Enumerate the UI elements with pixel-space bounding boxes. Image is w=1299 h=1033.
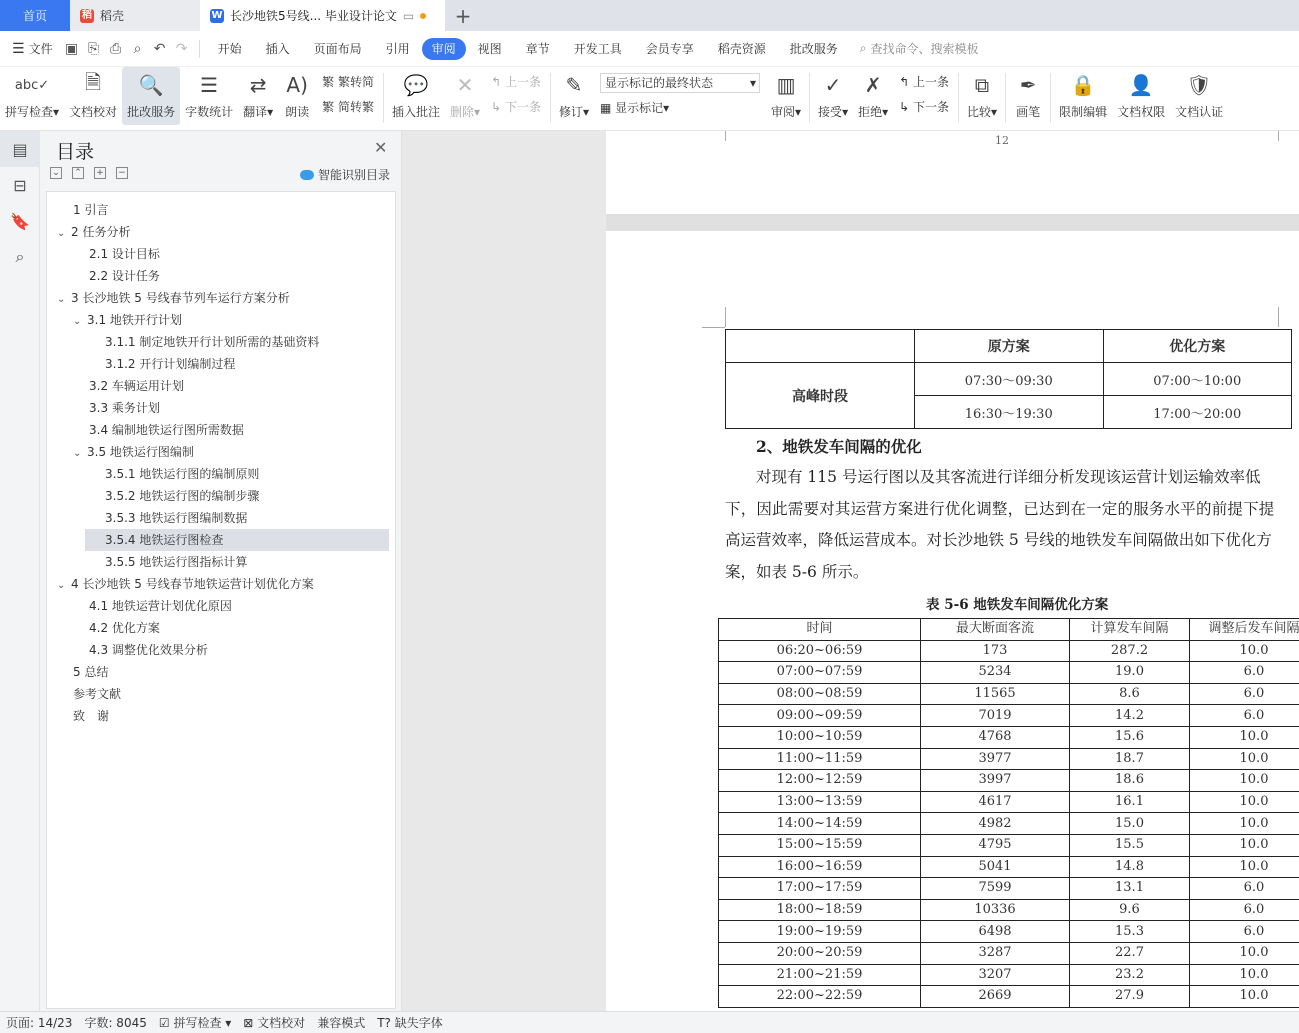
toc-item[interactable] — [89, 331, 319, 353]
t2-cell: 16:00~16:59 — [719, 856, 921, 878]
t1-header-original: 原方案 — [915, 330, 1104, 363]
page-indicator[interactable]: 页面: 14/23 — [6, 1016, 73, 1030]
page-number: 12 — [995, 134, 1009, 147]
table-row — [719, 640, 1299, 662]
menu-bar — [0, 31, 1299, 67]
toc-item[interactable] — [57, 199, 108, 221]
t2-cell: 3287 — [921, 942, 1070, 964]
smart-toc-label: 智能识别目录 — [318, 168, 391, 182]
lock-icon: 🔒 — [1070, 73, 1096, 97]
t2-cell: 12:00~12:59 — [719, 770, 921, 792]
t2-cell: 15.5 — [1070, 834, 1190, 856]
compare-button[interactable]: ⧉ 比较▾ — [967, 73, 998, 119]
t2-cell: 15:00~15:59 — [719, 834, 921, 856]
translate-button[interactable]: ⇄ 翻译▾ — [243, 73, 274, 119]
t1-cell: 16:30～19:30 — [915, 396, 1104, 429]
track-changes-icon: ✎ — [565, 73, 583, 97]
table-row — [719, 791, 1299, 813]
toc-item-label: 3.5.3 地铁运行图编制数据 — [105, 511, 248, 525]
tab-bar — [0, 0, 1299, 31]
translate-label: 翻译 — [243, 105, 268, 119]
t2-cell: 08:00~08:59 — [719, 683, 921, 705]
t2-cell: 3997 — [921, 770, 1070, 792]
next-comment-label: 下一条 — [504, 100, 541, 114]
t2-cell: 4795 — [921, 834, 1070, 856]
t2-cell: 11565 — [921, 683, 1070, 705]
table-row — [719, 834, 1299, 856]
toc-item[interactable] — [57, 573, 314, 595]
reject-label: 拒绝 — [858, 105, 883, 119]
read-aloud-button[interactable] — [278, 67, 316, 125]
table-row — [719, 726, 1299, 748]
tab-home[interactable] — [0, 0, 70, 31]
document-gutter — [402, 131, 606, 1011]
t2-cell: 16.1 — [1070, 791, 1190, 813]
expand-all-icon[interactable]: ⌄ — [50, 167, 62, 179]
unsaved-dot-icon — [420, 13, 426, 19]
margin-guide — [702, 327, 725, 328]
t2-cell: 15.0 — [1070, 813, 1190, 835]
toc-panel-icon[interactable]: ▤ — [0, 131, 40, 167]
delete-comment-label: 删除 — [450, 105, 475, 119]
track-changes-button[interactable]: ✎ 修订▾ — [558, 73, 589, 119]
t2-cell: 4982 — [921, 813, 1070, 835]
toc-item-label: 4 长沙地铁 5 号线春节地铁运营计划优化方案 — [71, 577, 314, 591]
peak-hours-table — [725, 329, 1292, 429]
translate-icon: ⇄ — [249, 73, 267, 97]
toc-item[interactable] — [73, 617, 160, 639]
toc-item[interactable] — [73, 309, 182, 331]
permission-icon: 👤 — [1128, 73, 1154, 97]
t2-cell: 10.0 — [1190, 942, 1299, 964]
command-search[interactable] — [860, 40, 979, 57]
section-heading: 2、地铁发车间隔的优化 — [756, 437, 922, 456]
t2-cell: 21:00~21:59 — [719, 964, 921, 986]
t2-cell: 8.6 — [1070, 683, 1190, 705]
next-change-label: 下一条 — [913, 100, 950, 114]
t2-cell: 4768 — [921, 726, 1070, 748]
table-row — [719, 878, 1299, 900]
undo-icon[interactable]: ↶ — [153, 40, 166, 57]
menu-item-2[interactable]: 页面布局 — [313, 41, 362, 56]
pen-button[interactable] — [1009, 67, 1047, 125]
menu-item-0[interactable]: 开始 — [217, 41, 242, 56]
review-pane-button[interactable]: ▥ 审阅▾ — [771, 73, 802, 119]
prev-comment-button[interactable]: ↰ 上一条 — [491, 75, 541, 89]
print-preview-icon[interactable]: ⌕ — [133, 40, 142, 57]
track-changes-label: 修订 — [558, 105, 583, 119]
delete-comment-button[interactable]: ✕ 删除▾ — [450, 73, 481, 119]
toc-item-label: 3.5.5 地铁运行图指标计算 — [105, 555, 248, 569]
remove-item-icon[interactable]: − — [116, 167, 128, 179]
t2-cell: 4617 — [921, 791, 1070, 813]
accept-label: 接受 — [818, 105, 843, 119]
review-service-label: 批改服务 — [127, 105, 176, 119]
certificate-icon: 🛡 — [1186, 73, 1212, 97]
missing-font-status[interactable]: T? 缺失字体 — [377, 1016, 443, 1030]
table-row — [719, 986, 1299, 1008]
toc-item-label: 致 谢 — [73, 709, 110, 723]
t2-cell: 10.0 — [1190, 748, 1299, 770]
toc-item-label: 3.5.2 地铁运行图的编制步骤 — [105, 489, 260, 503]
t2-header: 最大断面客流 — [921, 619, 1070, 641]
chevron-down-icon[interactable]: ⌄ — [73, 448, 82, 459]
trad-label: 繁转简 — [337, 75, 374, 89]
chapter-nav-icon[interactable]: ⊟ — [13, 175, 27, 195]
t2-cell: 3207 — [921, 964, 1070, 986]
toc-item-label: 3.2 车辆运用计划 — [89, 379, 184, 393]
hamburger-icon: ☰ — [12, 40, 25, 57]
navigation-strip — [0, 131, 40, 1011]
comment-icon: 💬 — [403, 73, 429, 97]
t2-cell: 19.0 — [1070, 662, 1190, 684]
tab-home-label: 首页 — [22, 9, 47, 23]
spell-check-status-label: 拼写检查 — [173, 1016, 222, 1030]
t2-cell: 3977 — [921, 748, 1070, 770]
t2-cell: 9.6 — [1070, 899, 1190, 921]
show-markup-button[interactable]: ▦ 显示标记▾ — [600, 101, 670, 115]
t2-cell: 11:00~11:59 — [719, 748, 921, 770]
t2-cell: 14:00~14:59 — [719, 813, 921, 835]
insert-comment-button[interactable] — [387, 67, 445, 125]
t2-cell: 14.8 — [1070, 856, 1190, 878]
prev-change-label: 上一条 — [913, 75, 950, 89]
table-row — [719, 942, 1299, 964]
word-count-button[interactable] — [180, 67, 238, 125]
table-row — [719, 705, 1299, 727]
toc-item[interactable] — [73, 243, 160, 265]
menu-item-6[interactable]: 章节 — [525, 41, 550, 56]
toc-item-label: 4.1 地铁运营计划优化原因 — [89, 599, 232, 613]
word-count-icon: ☰ — [200, 73, 219, 97]
t2-cell: 07:00~07:59 — [719, 662, 921, 684]
markup-state-select[interactable]: 显示标记的最终状态 ▾ — [600, 73, 760, 93]
toc-item[interactable] — [73, 397, 160, 419]
status-bar — [0, 1011, 1299, 1033]
table-row — [719, 899, 1299, 921]
toc-panel — [40, 131, 402, 1011]
t2-cell: 5234 — [921, 662, 1070, 684]
t1-cell: 07:30～09:30 — [915, 363, 1104, 396]
toc-item[interactable] — [73, 595, 232, 617]
toc-item[interactable] — [57, 705, 109, 727]
print-icon[interactable]: ⎙ — [109, 40, 122, 57]
t2-cell: 287.2 — [1070, 640, 1190, 662]
toc-item-label: 2.1 设计目标 — [89, 247, 160, 261]
compare-icon: ⧉ — [974, 73, 990, 97]
para-line: 高运营效率，降低运营成本。对长沙地铁 5 号线的地铁发车间隔做出如下优化方 — [725, 531, 1272, 549]
table-row — [719, 748, 1299, 770]
review-pane-icon: ▥ — [776, 73, 796, 97]
t2-cell: 6.0 — [1190, 878, 1299, 900]
margin-guide — [725, 131, 726, 141]
daoke-logo-icon: 稻 — [82, 9, 92, 21]
toc-item-label: 3.3 乘务计划 — [89, 401, 160, 415]
tab-daoke[interactable] — [70, 0, 200, 31]
para-line: 下，因此需要对其运营方案进行优化调整，已达到在一定的服务水平的前提下提 — [725, 499, 1275, 518]
table-row — [719, 770, 1299, 792]
chevron-down-icon[interactable]: ⌄ — [73, 316, 82, 327]
toc-item[interactable] — [89, 485, 259, 507]
file-menu[interactable] — [0, 40, 61, 57]
margin-guide — [1278, 307, 1279, 327]
menu-item-9[interactable]: 稻壳资源 — [717, 41, 766, 56]
toc-item-label: 3.5 地铁运行图编制 — [87, 445, 194, 459]
headway-table — [718, 618, 1299, 1008]
t2-cell: 6.0 — [1190, 705, 1299, 727]
table-row — [719, 856, 1299, 878]
spell-check-icon: abc✓ — [14, 77, 50, 93]
toc-item-label: 2 任务分析 — [71, 225, 131, 239]
search-icon: ⌕ — [859, 41, 867, 55]
t2-cell: 23.2 — [1070, 964, 1190, 986]
menu-item-10[interactable]: 批改服务 — [789, 41, 838, 56]
word-count-label: 字数统计 — [185, 105, 234, 119]
document-page[interactable] — [606, 131, 1299, 1011]
toc-item-label: 3.1.1 制定地铁开行计划所需的基础资料 — [105, 335, 320, 349]
t2-cell: 10:00~10:59 — [719, 726, 921, 748]
toc-item-label: 1 引言 — [73, 203, 109, 217]
chevron-down-icon[interactable]: ⌄ — [57, 294, 66, 305]
t2-cell: 6498 — [921, 921, 1070, 943]
reject-icon: ✗ — [864, 73, 882, 97]
toc-item[interactable] — [73, 375, 184, 397]
toc-item[interactable] — [73, 419, 244, 441]
t2-cell: 10336 — [921, 899, 1070, 921]
spell-check-label: 拼写检查 — [5, 105, 54, 119]
doc-cert-label: 文档认证 — [1175, 105, 1224, 119]
toc-item[interactable] — [73, 265, 160, 287]
new-tab-button[interactable]: + — [454, 3, 472, 28]
t2-cell: 10.0 — [1190, 770, 1299, 792]
toc-item-label: 3.5.4 地铁运行图检查 — [105, 533, 224, 547]
monitor-icon[interactable]: ▭ — [402, 8, 415, 23]
read-aloud-label: 朗读 — [285, 105, 310, 119]
collapse-all-icon[interactable]: ⌃ — [72, 167, 84, 179]
simp-icon: 繁 — [322, 100, 335, 114]
pen-icon: ✒ — [1019, 73, 1037, 97]
t1-cell: 17:00～20:00 — [1103, 396, 1292, 429]
accept-button[interactable]: ✓ 接受▾ — [818, 73, 849, 119]
t2-cell: 15.3 — [1070, 921, 1190, 943]
t2-cell: 09:00~09:59 — [719, 705, 921, 727]
review-service-icon: 🔍 — [138, 73, 164, 97]
toc-item-label: 4.2 优化方案 — [89, 621, 160, 635]
tab-document-label: 长沙地铁5号线... 毕业设计论文 — [230, 9, 397, 23]
t2-cell: 5041 — [921, 856, 1070, 878]
t1-header-optimized: 优化方案 — [1103, 330, 1292, 363]
toc-item[interactable] — [57, 661, 108, 683]
t2-cell: 173 — [921, 640, 1070, 662]
toc-item-label: 3.1.2 开行计划编制过程 — [105, 357, 236, 371]
word-count-indicator[interactable]: 字数: 8045 — [84, 1016, 147, 1030]
smart-toc-icon — [300, 170, 314, 180]
t2-cell: 7019 — [921, 705, 1070, 727]
tab-document[interactable] — [200, 0, 445, 31]
proofread-status[interactable]: ⊠ 文档校对 — [243, 1016, 306, 1030]
t2-cell: 18.6 — [1070, 770, 1190, 792]
t2-cell: 6.0 — [1190, 662, 1299, 684]
reject-button[interactable]: ✗ 拒绝▾ — [858, 73, 889, 119]
markup-state-value: 显示标记的最终状态 — [605, 76, 714, 90]
t2-cell: 17:00~17:59 — [719, 878, 921, 900]
tab-daoke-label: 稻壳 — [100, 9, 125, 23]
toc-item[interactable] — [89, 353, 235, 375]
add-item-icon[interactable]: + — [94, 167, 106, 179]
chevron-down-icon[interactable]: ⌄ — [57, 580, 66, 591]
missing-font-label: 缺失字体 — [394, 1016, 443, 1030]
toc-list — [46, 191, 396, 1009]
proofread-icon: 🗎 — [85, 70, 102, 94]
menu-item-8[interactable]: 会员专享 — [645, 41, 694, 56]
t2-cell: 6.0 — [1190, 683, 1299, 705]
compare-label: 比较 — [967, 105, 992, 119]
t2-cell: 22.7 — [1070, 942, 1190, 964]
body-paragraph — [725, 462, 1285, 588]
toc-item[interactable] — [57, 683, 121, 705]
toc-title: 目录 — [56, 141, 95, 163]
toc-item[interactable] — [85, 529, 389, 551]
toc-item-label: 4.3 调整优化效果分析 — [89, 643, 208, 657]
t2-cell: 7599 — [921, 878, 1070, 900]
spell-check-button[interactable]: abc✓ 拼写检查▾ — [0, 67, 64, 125]
show-markup-label: 显示标记 — [615, 101, 664, 115]
t1-cell: 07:00～10:00 — [1103, 363, 1292, 396]
menu-item-4[interactable]: 审阅 — [422, 38, 466, 60]
t2-cell: 19:00~19:59 — [719, 921, 921, 943]
t2-header: 调整后发车间隔 — [1190, 619, 1299, 641]
next-change-button[interactable]: ↳ 下一条 — [899, 100, 950, 114]
doc-cert-button[interactable] — [1170, 67, 1228, 125]
export-pdf-icon[interactable]: ⎘ — [87, 40, 100, 57]
t2-cell: 18:00~18:59 — [719, 899, 921, 921]
t2-cell: 10.0 — [1190, 856, 1299, 878]
review-service-button[interactable] — [122, 67, 180, 125]
t2-cell: 6.0 — [1190, 921, 1299, 943]
redo-icon[interactable]: ↷ — [175, 40, 188, 57]
review-ribbon — [0, 67, 1299, 131]
file-menu-label: 文件 — [28, 42, 53, 56]
table-row — [719, 662, 1299, 684]
toc-item[interactable] — [89, 507, 247, 529]
read-aloud-icon: A) — [286, 73, 308, 97]
t2-cell: 13:00~13:59 — [719, 791, 921, 813]
t2-cell: 22:00~22:59 — [719, 986, 921, 1008]
toc-item-label: 3.5.1 地铁运行图的编制原则 — [105, 467, 260, 481]
toc-item[interactable] — [89, 551, 247, 573]
chevron-down-icon[interactable]: ⌄ — [57, 228, 66, 239]
menu-item-5[interactable]: 视图 — [477, 41, 502, 56]
t2-cell: 2669 — [921, 986, 1070, 1008]
toc-item-label: 3.4 编制地铁运行图所需数据 — [89, 423, 244, 437]
t2-cell: 27.9 — [1070, 986, 1190, 1008]
table-row — [719, 683, 1299, 705]
t2-header: 计算发车间隔 — [1070, 619, 1190, 641]
proofread-label: 文档校对 — [69, 105, 118, 119]
writer-logo-icon: W — [211, 9, 223, 21]
page-break — [606, 214, 1299, 231]
trad-icon: 繁 — [322, 75, 335, 89]
table-row — [719, 921, 1299, 943]
t2-cell: 10.0 — [1190, 834, 1299, 856]
bookmark-icon[interactable]: 🔖 — [10, 211, 30, 231]
doc-permission-button[interactable] — [1112, 67, 1170, 125]
t2-header: 时间 — [719, 619, 921, 641]
restrict-edit-button[interactable] — [1054, 67, 1112, 125]
t2-cell: 15.6 — [1070, 726, 1190, 748]
t2-cell: 10.0 — [1190, 986, 1299, 1008]
table-row — [719, 964, 1299, 986]
prev-comment-label: 上一条 — [504, 75, 541, 89]
t2-cell: 10.0 — [1190, 791, 1299, 813]
doc-permission-label: 文档权限 — [1117, 105, 1166, 119]
restrict-edit-label: 限制编辑 — [1059, 105, 1108, 119]
t2-cell: 20:00~20:59 — [719, 942, 921, 964]
t1-row-label: 高峰时段 — [726, 363, 915, 429]
t2-cell: 18.7 — [1070, 748, 1190, 770]
insert-comment-label: 插入批注 — [392, 105, 441, 119]
margin-guide — [1278, 131, 1279, 141]
t2-cell: 10.0 — [1190, 964, 1299, 986]
menu-item-3[interactable]: 引用 — [385, 41, 410, 56]
close-icon[interactable]: ✕ — [374, 138, 388, 157]
t2-cell: 10.0 — [1190, 726, 1299, 748]
command-search-placeholder: 查找命令、搜索模板 — [870, 42, 979, 56]
para-line: 案，如表 5-6 所示。 — [725, 562, 869, 581]
proofread-button[interactable] — [64, 67, 122, 125]
t2-cell: 14.2 — [1070, 705, 1190, 727]
toc-item[interactable] — [57, 287, 290, 309]
toc-item[interactable] — [57, 221, 130, 243]
toc-item-label: 3.1 地铁开行计划 — [87, 313, 182, 327]
save-icon[interactable]: ▣ — [64, 40, 79, 57]
toc-item-label: 3 长沙地铁 5 号线春节列车运行方案分析 — [71, 291, 290, 305]
review-pane-label: 审阅 — [771, 105, 796, 119]
trad-to-simp-button[interactable] — [322, 73, 374, 90]
simp-to-trad-button[interactable] — [322, 98, 374, 115]
t2-cell: 13.1 — [1070, 878, 1190, 900]
t2-cell: 10.0 — [1190, 813, 1299, 835]
toc-item[interactable] — [89, 463, 259, 485]
toc-item-label: 5 总结 — [73, 665, 109, 679]
toc-item-label: 2.2 设计任务 — [89, 269, 160, 283]
table-row — [719, 813, 1299, 835]
menu-item-7[interactable]: 开发工具 — [573, 41, 622, 56]
accept-icon: ✓ — [824, 73, 842, 97]
prev-change-button[interactable]: ↰ 上一条 — [899, 75, 950, 89]
t2-cell: 6.0 — [1190, 899, 1299, 921]
table-caption: 表 5-6 地铁发车间隔优化方案 — [926, 597, 1109, 613]
next-comment-button[interactable]: ↳ 下一条 — [491, 100, 541, 114]
proofread-status-label: 文档校对 — [257, 1016, 306, 1030]
toc-item-label: 参考文献 — [73, 687, 122, 701]
menu-item-1[interactable]: 插入 — [265, 41, 290, 56]
para-line: 对现有 115 号运行图以及其客流进行详细分析发现该运营计划运输效率低 — [756, 468, 1261, 486]
toc-item[interactable] — [73, 441, 194, 463]
t2-cell: 06:20~06:59 — [719, 640, 921, 662]
toc-item[interactable] — [73, 639, 208, 661]
simp-label: 简转繁 — [337, 100, 374, 114]
find-icon[interactable]: ⌕ — [15, 247, 25, 266]
smart-toc-button[interactable] — [300, 166, 390, 183]
margin-guide — [725, 307, 726, 327]
pen-label: 画笔 — [1016, 105, 1041, 119]
spell-check-status[interactable]: ☑ 拼写检查 ▾ — [158, 1016, 232, 1030]
delete-comment-icon: ✕ — [456, 73, 474, 97]
t2-cell: 10.0 — [1190, 640, 1299, 662]
compat-mode-status[interactable]: 兼容模式 — [317, 1016, 366, 1030]
